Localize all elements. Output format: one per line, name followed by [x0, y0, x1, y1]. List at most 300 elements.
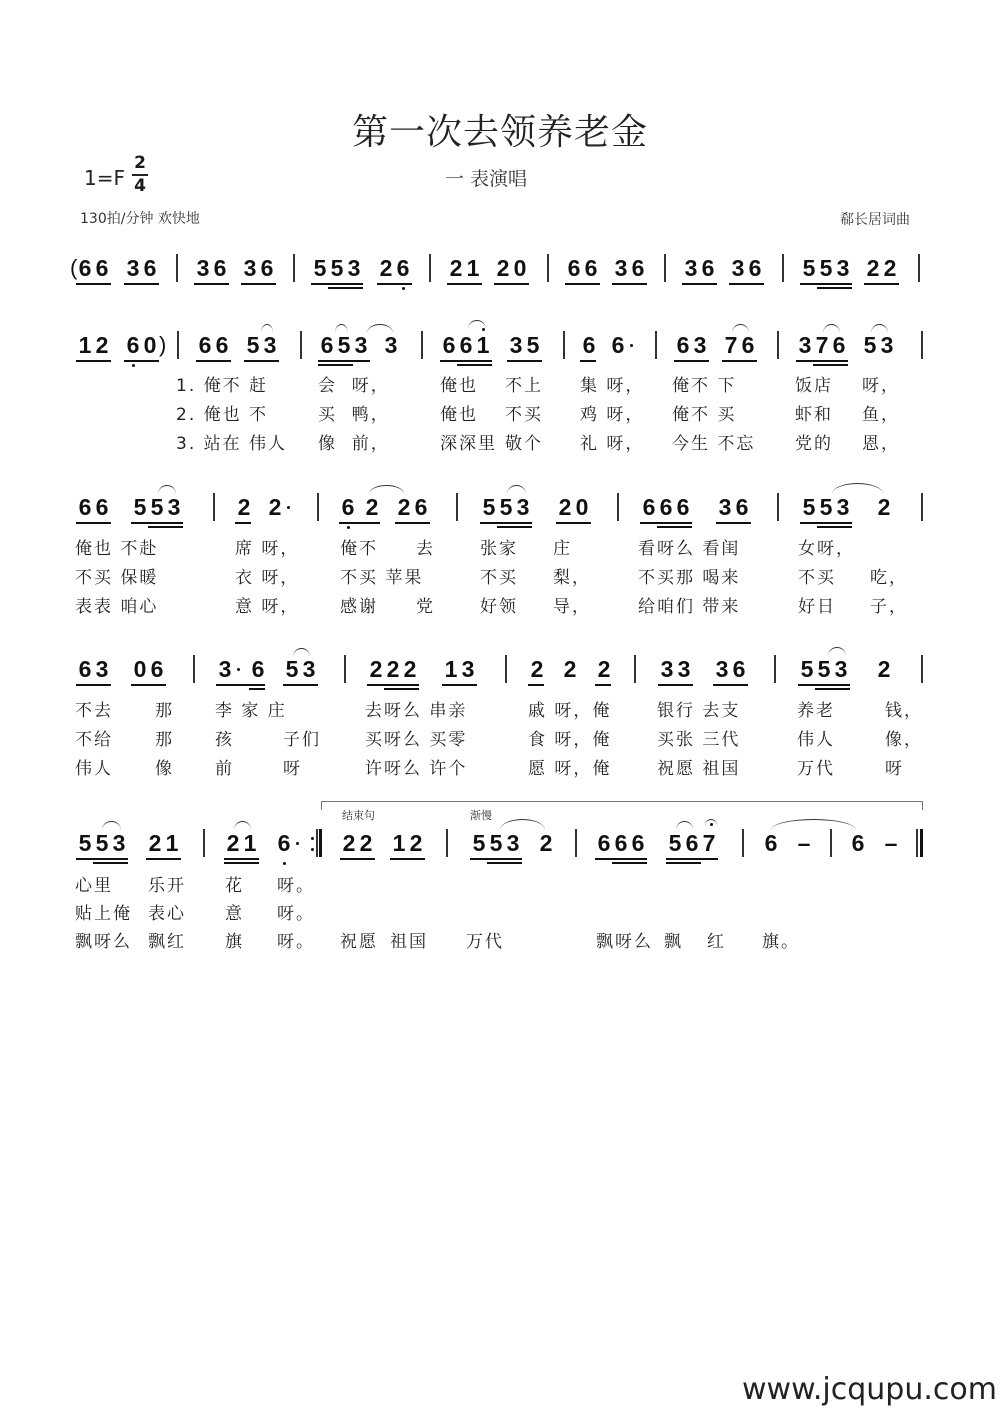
augmentation-dot [296, 842, 299, 845]
slur-tie [335, 324, 348, 333]
lyric-text: 俺不 下 [672, 376, 737, 396]
slur-tie [369, 485, 404, 494]
lyric-text: 意 呀， [235, 597, 300, 617]
bar-line [921, 655, 923, 683]
lyric-text: 像 [155, 759, 174, 779]
open-parenthesis: ( [70, 255, 78, 280]
note: 5 [802, 255, 816, 281]
lyric-text: 去呀么 串亲 [365, 701, 468, 721]
note: 5 [313, 255, 327, 281]
bar-line [777, 493, 779, 521]
note: 3 [218, 656, 232, 682]
note: 5 [472, 830, 486, 856]
underline-beam [713, 684, 748, 686]
underline-beam [580, 360, 596, 362]
underline-beam [507, 360, 542, 362]
note: 3 [509, 332, 523, 358]
underline-beam [658, 684, 693, 686]
note: 6 [126, 332, 140, 358]
note: 2 [365, 494, 379, 520]
bar-line [782, 254, 784, 282]
note: 5 [337, 332, 351, 358]
fermata-dot [710, 823, 713, 826]
slur-tie [102, 821, 121, 830]
underline-beam [395, 522, 430, 524]
slur-tie [234, 821, 251, 830]
note: 1 [243, 830, 257, 856]
underline-beam [666, 858, 718, 860]
underline-beam [384, 688, 419, 690]
note: 3 [167, 494, 181, 520]
underline-beam [283, 684, 318, 686]
note: 2 [597, 656, 611, 682]
bar-line [617, 493, 619, 521]
lyric-text: 买 鸭， [318, 405, 390, 425]
lyric-text: 那 [155, 701, 174, 721]
slur-tie [507, 485, 526, 494]
note: 3 [693, 332, 707, 358]
lyric-text: 礼 呀， [580, 434, 645, 454]
augmentation-dot [237, 668, 240, 671]
note: 1 [444, 656, 458, 682]
note: 2 [449, 255, 463, 281]
lower-octave-dot [347, 526, 350, 529]
lyric-text: 食 呀，俺 [528, 730, 612, 750]
underline-beam [124, 283, 159, 285]
note: 3 [243, 255, 257, 281]
underline-beam [556, 522, 591, 524]
note: 6 [459, 332, 473, 358]
lyric-text: 看呀么 看闺 [638, 539, 741, 559]
underline-beam [148, 526, 183, 528]
note: 5 [489, 830, 503, 856]
bar-line [655, 331, 657, 359]
lyric-text: 愿 呀，俺 [528, 759, 612, 779]
slur-tie [500, 819, 545, 830]
note: 3 [112, 830, 126, 856]
note: 6 [396, 255, 410, 281]
note: 7 [702, 830, 716, 856]
bar-line [203, 829, 205, 857]
dash: – [797, 830, 811, 856]
note: 3 [715, 656, 729, 682]
note: 3 [196, 255, 210, 281]
lyric-text: 俺不 买 [672, 405, 737, 425]
lower-octave-dot [132, 364, 135, 367]
note: 2 [877, 656, 891, 682]
lyric-text: 鱼， [862, 405, 900, 425]
note: 3 [880, 332, 894, 358]
lyric-text: 呀。 [277, 876, 315, 896]
note: 5 [668, 830, 682, 856]
underline-beam [796, 360, 848, 362]
bar-line [777, 331, 779, 359]
lyric-text: 2. 俺也 不 [176, 405, 269, 425]
note: 6 [567, 255, 581, 281]
lyric-text: 贴上俺 [75, 904, 132, 924]
time-signature-top: 2 [134, 153, 146, 173]
underline-beam [76, 360, 111, 362]
ending-bracket [321, 801, 923, 810]
bar-line [429, 254, 431, 282]
bar-line [177, 331, 179, 359]
slur-tie [832, 483, 883, 494]
note: 6 [143, 255, 157, 281]
ritardando-label: 渐慢 [470, 809, 492, 822]
lyric-text: 深深里 [440, 434, 497, 454]
note: 3 [834, 656, 848, 682]
lyric-text: 万代 [466, 932, 504, 952]
composer-credit: 郗长居词曲 [840, 212, 910, 228]
tempo-marking: 130拍/分钟 欢快地 [80, 211, 200, 227]
lyric-text: 梨， [553, 568, 591, 588]
note: 7 [724, 332, 738, 358]
bar-line [193, 655, 195, 683]
lyric-text: 席 呀， [235, 539, 300, 559]
lyric-text: 李 家 庄 [215, 701, 287, 721]
watermark: www.jcqupu.com [742, 1372, 997, 1407]
note: 2 [237, 494, 251, 520]
underline-beam [528, 684, 544, 686]
bar-line [664, 254, 666, 282]
underline-beam [612, 283, 647, 285]
note: 6 [851, 830, 865, 856]
note: 1 [466, 255, 480, 281]
bar-line [634, 655, 636, 683]
underline-beam [674, 360, 709, 362]
lyric-text: 心里 [75, 876, 113, 896]
note: 5 [802, 494, 816, 520]
lyric-text: 不上 [505, 376, 543, 396]
time-signature [132, 154, 148, 196]
underline-beam [318, 360, 370, 362]
underline-beam [196, 360, 231, 362]
note: 6 [597, 830, 611, 856]
slur-tie [676, 821, 693, 830]
note: 6 [685, 830, 699, 856]
note: 0 [143, 332, 157, 358]
note: 6 [95, 494, 109, 520]
lyric-text: 吃， [870, 568, 908, 588]
bar-line [563, 331, 565, 359]
underline-beam [146, 858, 181, 860]
note: 1 [165, 830, 179, 856]
note: 2 [369, 656, 383, 682]
bar-line [575, 829, 577, 857]
slur-tie [871, 324, 888, 333]
note: 2 [539, 830, 553, 856]
underline-beam [494, 283, 529, 285]
note: 6 [611, 332, 625, 358]
underline-beam [722, 360, 757, 362]
underline-beam [224, 862, 259, 864]
slur-tie [771, 819, 856, 830]
note: 0 [575, 494, 589, 520]
repeat-dot [311, 837, 314, 840]
slur-tie [732, 324, 749, 333]
lyric-text: 表心 [148, 904, 186, 924]
bar-line [456, 493, 458, 521]
bar-line [300, 331, 302, 359]
lyric-text: 子们 [283, 730, 321, 750]
lyric-text: 像， [885, 730, 923, 750]
lyric-text: 子， [870, 597, 908, 617]
lyric-text: 不买 [480, 568, 518, 588]
note: 2 [496, 255, 510, 281]
lyric-text: 今生 不忘 [672, 434, 756, 454]
note: 3 [798, 332, 812, 358]
bar-line [446, 829, 448, 857]
underline-beam [813, 364, 848, 366]
slur-tie [828, 647, 846, 656]
note: 5 [246, 332, 260, 358]
lyric-text: 万代 [797, 759, 835, 779]
note: 0 [133, 656, 147, 682]
note: 2 [877, 494, 891, 520]
note: 6 [701, 255, 715, 281]
note: 6 [832, 332, 846, 358]
lyric-text: 买呀么 买零 [365, 730, 468, 750]
repeat-dot [311, 848, 314, 851]
lyric-text: 张家 [480, 539, 518, 559]
note: 2 [530, 656, 544, 682]
lyric-text: 好领 [480, 597, 518, 617]
dash: – [884, 830, 898, 856]
lyric-text: 旗。 [762, 932, 800, 952]
underline-beam [377, 283, 412, 285]
underline-beam [612, 862, 647, 864]
note: 6 [582, 332, 596, 358]
note: 6 [260, 255, 274, 281]
note: 1 [78, 332, 92, 358]
note: 2 [268, 494, 282, 520]
note: 2 [359, 830, 373, 856]
note: 2 [866, 255, 880, 281]
note: 5 [95, 830, 109, 856]
lyric-text: 祝愿 祖国 [657, 759, 741, 779]
lyric-text: 庄 [553, 539, 572, 559]
note: 5 [330, 255, 344, 281]
underline-beam [235, 522, 251, 524]
bar-line [421, 331, 423, 359]
lyric-text: 虾和 [795, 405, 833, 425]
lyric-text: 表表 咱心 [75, 597, 159, 617]
lyric-text: 祝愿 [340, 932, 378, 952]
note: 7 [815, 332, 829, 358]
slur-tie [293, 648, 310, 657]
lyric-text: 敬个 [505, 434, 543, 454]
lyric-text: 俺也 [440, 405, 478, 425]
underline-beam [93, 862, 128, 864]
bar-line [505, 655, 507, 683]
underline-beam [470, 858, 522, 860]
underline-beam [595, 684, 611, 686]
note: 2 [379, 255, 393, 281]
underline-beam [76, 684, 111, 686]
lyric-text: 飘红 [148, 932, 186, 952]
time-signature-bottom: 4 [134, 176, 146, 196]
note: 3 [731, 255, 745, 281]
lyric-text: 飘 [664, 932, 683, 952]
lyric-text: 红 [707, 932, 726, 952]
lyric-text: 女呀， [798, 539, 855, 559]
underline-beam [487, 862, 522, 864]
lyric-text: 旗 [225, 932, 244, 952]
underline-beam [457, 364, 492, 366]
lyric-text: 给咱们 带来 [638, 597, 741, 617]
note: 3 [95, 656, 109, 682]
underline-beam [311, 283, 363, 285]
underline-beam [194, 283, 229, 285]
note: 6 [320, 332, 334, 358]
underline-beam [224, 858, 259, 860]
note: 6 [631, 255, 645, 281]
underline-beam [800, 522, 852, 524]
underline-beam [800, 283, 852, 285]
bar-line [547, 254, 549, 282]
note: 5 [78, 830, 92, 856]
note: 3 [836, 255, 850, 281]
lyric-text: 恩， [862, 434, 900, 454]
note: 2 [409, 830, 423, 856]
lyric-text: 银行 去支 [657, 701, 741, 721]
slur-tie [823, 324, 840, 333]
lyric-text: 党 [416, 597, 435, 617]
lyric-text: 好日 [798, 597, 836, 617]
note: 6 [732, 656, 746, 682]
underline-beam [666, 862, 701, 864]
note: 6 [631, 830, 645, 856]
ending-label: 结束句 [342, 809, 375, 822]
lyric-text: 3. 站在 伟人 [176, 434, 288, 454]
note: 6 [741, 332, 755, 358]
note: 6 [150, 656, 164, 682]
underline-beam [340, 858, 375, 860]
lyric-text: 不买 [505, 405, 543, 425]
note: 5 [285, 656, 299, 682]
underline-beam [864, 283, 899, 285]
lyric-text: 鸡 呀， [580, 405, 645, 425]
note: 6 [614, 830, 628, 856]
bar-line [317, 493, 319, 521]
note: 3 [347, 255, 361, 281]
lyric-text: 呀 [885, 759, 904, 779]
note: 6 [95, 255, 109, 281]
lyric-text: 俺不 [340, 539, 378, 559]
bar-line [213, 493, 215, 521]
lyric-text: 孩 [215, 730, 234, 750]
repeat-bar-thick [319, 829, 322, 857]
bar-line [293, 254, 295, 282]
lyric-text: 前 [215, 759, 234, 779]
underline-beam [244, 360, 279, 362]
note: 3 [836, 494, 850, 520]
note: 3 [302, 656, 316, 682]
note: 3 [677, 656, 691, 682]
lyric-text: 1. 俺不 赶 [176, 376, 269, 396]
note: 5 [817, 656, 831, 682]
note: 6 [584, 255, 598, 281]
note: 5 [819, 494, 833, 520]
underline-beam [76, 522, 111, 524]
lyric-text: 俺也 [440, 376, 478, 396]
note: 2 [563, 656, 577, 682]
bar-line [921, 493, 923, 521]
lyric-text: 飘呀么 [596, 932, 653, 952]
lyric-text: 俺也 不赴 [75, 539, 159, 559]
note: 3 [614, 255, 628, 281]
note: 6 [215, 332, 229, 358]
underline-beam [497, 526, 532, 528]
augmentation-dot [287, 506, 290, 509]
note: 6 [676, 494, 690, 520]
underline-beam [442, 684, 477, 686]
lyric-text: 呀， [862, 376, 900, 396]
note: 5 [482, 494, 496, 520]
underline-beam [640, 522, 692, 524]
lyric-text: 会 呀， [318, 376, 390, 396]
note: 5 [800, 656, 814, 682]
note: 2 [342, 830, 356, 856]
underline-beam [798, 684, 850, 686]
note: 6 [78, 255, 92, 281]
slur-tie [367, 324, 393, 333]
lyric-text: 养老 [797, 701, 835, 721]
note: 3 [384, 332, 398, 358]
note: 3 [506, 830, 520, 856]
underline-beam [124, 360, 159, 362]
note: 5 [819, 255, 833, 281]
underline-beam [729, 283, 764, 285]
note: 6 [414, 494, 428, 520]
lyric-text: 钱， [885, 701, 923, 721]
note: 2 [397, 494, 411, 520]
lyric-text: 呀。 [277, 932, 315, 952]
underline-beam [390, 858, 425, 860]
note: 5 [499, 494, 513, 520]
bar-line [921, 331, 923, 359]
note: 2 [148, 830, 162, 856]
note: 6 [198, 332, 212, 358]
lyric-text: 呀。 [277, 904, 315, 924]
note: 6 [341, 494, 355, 520]
underline-beam [131, 522, 183, 524]
note: 5 [863, 332, 877, 358]
lyric-text: 不给 [75, 730, 113, 750]
note: 6 [78, 494, 92, 520]
underline-beam [595, 858, 647, 860]
underline-beam [815, 688, 850, 690]
lyric-text: 饭店 [795, 376, 833, 396]
bar-line [742, 829, 744, 857]
underline-beam [817, 287, 852, 289]
underline-beam [565, 283, 600, 285]
underline-beam [76, 283, 111, 285]
lyric-text: 导， [553, 597, 591, 617]
song-title: 第一次去领养老金 [351, 112, 648, 153]
note: 6 [659, 494, 673, 520]
lyric-text: 党的 [795, 434, 833, 454]
underline-beam [447, 283, 482, 285]
lyric-text: 戚 呀，俺 [528, 701, 612, 721]
note: 6 [676, 332, 690, 358]
note: 6 [277, 830, 291, 856]
lower-octave-dot [283, 862, 286, 865]
lyric-text: 感谢 [340, 597, 378, 617]
lyric-text: 意 [225, 904, 244, 924]
lyric-text: 不去 [75, 701, 113, 721]
note: 3 [718, 494, 732, 520]
